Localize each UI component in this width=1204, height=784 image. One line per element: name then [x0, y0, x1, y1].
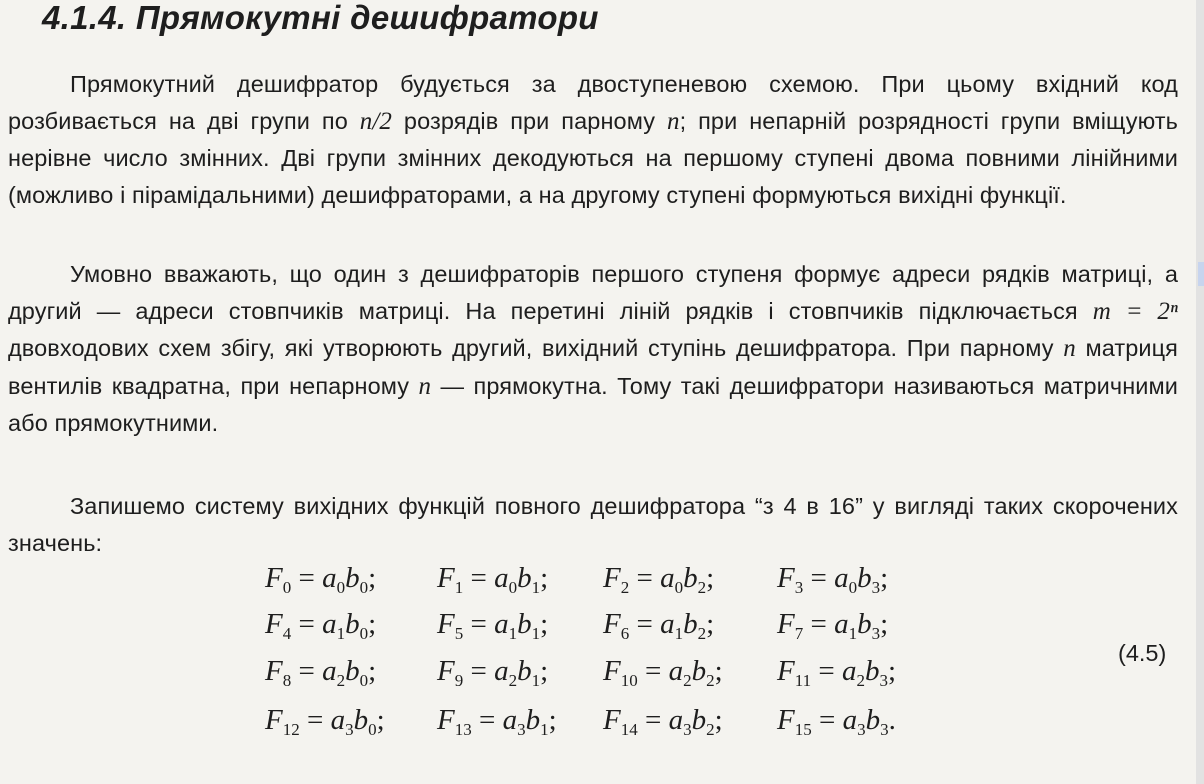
equation-F7: $F_7 = a_1b_3$;: [777, 608, 889, 643]
paragraph-1: [8, 66, 1178, 213]
paragraph-2-math-m: m = 2ⁿ: [1092, 297, 1178, 325]
equation-F2: $F_2 = a_0b_2$;: [603, 562, 715, 597]
paragraph-2-text-a: Умовно вважають, що один з дешифраторів першого ступеня формує адреси рядків матриці, а другий — адреси стовпчиків матриці. На перетині ліній рядків і стовпчиків підключається: [8, 261, 1178, 324]
paragraph-1-text-a: Прямокутний дешифратор будується за двоступеневою схемою. При цьому вхідний код розбивається на дві групи по: [8, 71, 1178, 134]
equation-F13: $F_{13} = a_3b_1$;: [437, 704, 557, 739]
equation-F15: $F_{15} = a_3b_3$.: [777, 704, 896, 739]
equation-F14: $F_{14} = a_3b_2$;: [603, 704, 723, 739]
paragraph-3: Запишемо систему вихідних функцій повного дешифратора “з 4 в 16” у вигляді таких скорочених значень:: [8, 493, 1178, 556]
equation-F10: $F_{10} = a_2b_2$;: [603, 655, 723, 690]
equation-F8: $F_8 = a_2b_0$;: [265, 655, 377, 690]
equation-F9: $F_9 = a_2b_1$;: [437, 655, 549, 690]
paragraph-2-math-n2: n: [418, 372, 432, 400]
equation-F4: $F_4 = a_1b_0$;: [265, 608, 377, 643]
equation-F12: $F_{12} = a_3b_0$;: [265, 704, 385, 739]
paragraph-1-text-b: розрядів при парному: [392, 107, 667, 134]
paragraph-2-text-d: — прямокутна. Тому такі дешифратори називаються матричними або прямокутними.: [8, 372, 1178, 436]
paragraph-1-text-c: ; при непарній розрядності групи вміщують нерівне число змінних. Дві групи змінних декодуються на першому ступені двома повними лінійними (можливо і пірамідальними) дешифраторами, а на другому ступені формуються вихідні функції.: [8, 107, 1178, 208]
equation-F5: $F_5 = a_1b_1$;: [437, 608, 549, 643]
equation-F3: $F_3 = a_0b_3$;: [777, 562, 889, 597]
equation-F6: $F_6 = a_1b_2$;: [603, 608, 715, 643]
section-heading: 4.1.4. Прямокутні дешифратори: [42, 0, 599, 36]
paragraph-2-math-n1: n: [1063, 335, 1076, 362]
scrollbar[interactable]: [1196, 0, 1204, 784]
scrollbar-thumb[interactable]: [1198, 262, 1204, 286]
equation-F11: $F_{11} = a_2b_3$;: [777, 655, 897, 690]
equation-F0: $F_0 = a_0b_0$;: [265, 562, 377, 597]
paragraph-1-math-n: n: [666, 107, 680, 135]
paragraph-1-math-n-half: n/2: [359, 107, 393, 135]
equation-number: (4.5): [1118, 640, 1167, 666]
paragraph-2: [8, 256, 1178, 442]
equation-F1: $F_1 = a_0b_1$;: [437, 562, 549, 597]
paragraph-2-text-c: матриця вентилів квадратна, при непарному: [8, 335, 1179, 399]
paragraph-2-text-b: двовходових схем збігу, які утворюють другий, вихідний ступінь дешифратора. При парному: [8, 335, 1064, 361]
